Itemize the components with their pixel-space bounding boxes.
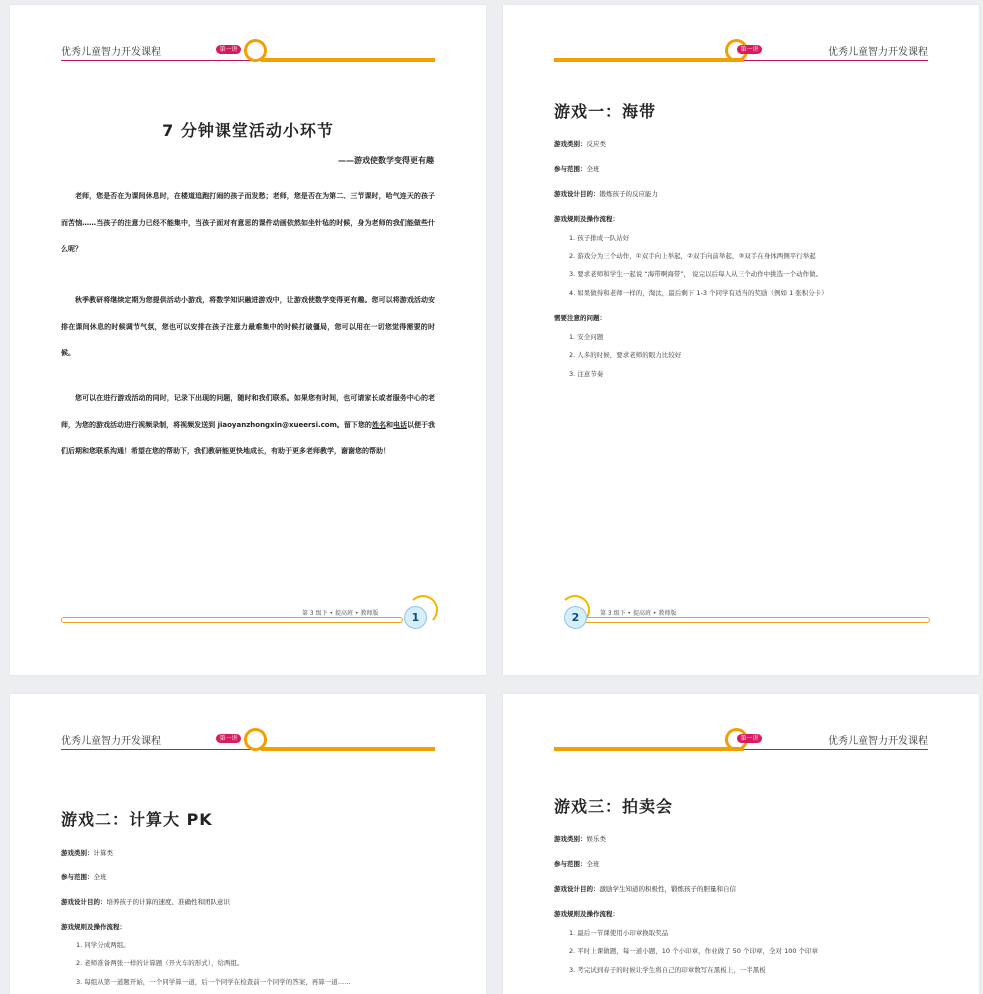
document-page-2 [503, 5, 979, 675]
field-value: 全班 [586, 860, 600, 868]
game-title: 游戏一：海带 [554, 102, 657, 121]
course-title: 优秀儿童智力开发课程 [828, 736, 928, 747]
field-label: 参与范围： [554, 165, 587, 173]
field-label: 游戏类别： [554, 140, 587, 148]
intro-paragraph-3 [61, 385, 435, 465]
course-title: 优秀儿童智力开发课程 [61, 736, 161, 747]
rules-heading [554, 214, 619, 223]
rules-heading [554, 909, 619, 918]
document-page-4 [503, 694, 979, 994]
field-label: 参与范围： [554, 860, 587, 868]
note-item: 1. 安全问题 [569, 333, 604, 341]
rule-item: 3. 考完试到春子的时候让学生将自己的印章数写在黑板上，一半黑板 [569, 966, 766, 974]
note-item: 3. 注意节奏 [569, 370, 604, 378]
header-orange-bar [554, 747, 744, 751]
page-title: 7 分钟课堂活动小环节 [162, 121, 334, 140]
rule-item: 1. 同学分成两组。 [76, 941, 130, 949]
paragraph-text: 以便于我们后期和您联系沟通！希望在您的帮助下，我们教研能更快地成长，有助于更多老师教学，谢谢您的帮助！ [61, 420, 436, 455]
footer-text: 第 3 级下 • 提高班 • 教师版 [600, 610, 677, 617]
game-title: 游戏二：计算大 PK [61, 810, 213, 829]
page-number: 2 [564, 606, 587, 629]
paragraph-text: 您可以在进行游戏活动的同时，记录下出现的问题，随时和我们联系。如果您有时间，也可请家长或者服务中心的老师，为您的游戏活动进行视频录制，将视频发送到 jiaoyanzhongxin@xueersi.com。留下您的 [61, 394, 435, 429]
game-purpose [554, 189, 658, 198]
course-title: 优秀儿童智力开发课程 [828, 47, 928, 58]
course-title: 优秀儿童智力开发课程 [61, 47, 161, 58]
rule-item: 1. 孩子排成一队站好 [569, 234, 630, 242]
field-label: 需要注意的问题： [554, 314, 606, 322]
phone-emphasis: 电话 [392, 420, 407, 429]
header-ring-icon [244, 39, 267, 62]
rule-item: 4. 如果做得和老师一样的，淘汰，最后剩下 1-3 个同学有适当的奖励（例如 1 张积分卡） [569, 289, 828, 297]
field-value: 全班 [586, 165, 600, 173]
footer-bar [61, 617, 403, 623]
rule-item: 3. 要求老师和学生一起说 “海带啊海带”， 说完以后每人从三个动作中挑选一个动作做。 [569, 270, 823, 278]
field-value: 计算类 [93, 849, 113, 857]
field-value: 培养孩子的计算的速度、准确性和团队意识 [106, 898, 230, 906]
field-label: 游戏规则及操作流程： [554, 910, 619, 918]
document-page-3 [10, 694, 486, 994]
rule-item: 2. 老师准备两张一样的计算题（开火车的形式），给两组。 [76, 959, 244, 967]
field-label: 游戏设计目的： [61, 898, 107, 906]
note-item: 2. 人多的时候，要求老师的眼力比较好 [569, 351, 682, 359]
document-page-1 [10, 5, 486, 675]
rule-item: 2. 平时上课做题，每一道小题，10 个小印章，作业做了 50 个印章，全对 100 个印章 [569, 947, 819, 955]
field-label: 参与范围： [61, 873, 94, 881]
field-value: 全班 [93, 873, 107, 881]
field-value: 激励学生知道的积极性，锻炼孩子的胆量和自信 [599, 885, 736, 893]
field-label: 游戏设计目的： [554, 885, 600, 893]
header-orange-bar [261, 747, 435, 751]
header-line [744, 60, 928, 61]
lecture-badge: 第一讲 [737, 734, 762, 743]
rule-item: 3. 每组从第一道题开始，一个同学算一道，后一个同学在检查前一个同学的答案，再算一道…… [76, 978, 351, 986]
header-line [744, 749, 928, 750]
game-scope [61, 872, 107, 881]
game-title: 游戏三：拍卖会 [554, 797, 674, 816]
game-scope [554, 859, 600, 868]
name-emphasis: 姓名 [371, 420, 386, 429]
rules-heading [61, 922, 126, 931]
game-category [554, 834, 606, 843]
footer-bar [583, 617, 930, 623]
field-value: 锻炼孩子的反应能力 [599, 190, 658, 198]
intro-paragraph-1: 老师，您是否在为课间休息时，在楼道追跑打闹的孩子而发愁；老师，您是否在为第二、三节课时，哈气连天的孩子而苦恼……当孩子的注意力已经不能集中，当孩子面对有意思的课件动画依然如坐针毡的时候，身为老师的我们能做些什么呢？ [61, 192, 435, 253]
header-line [61, 60, 261, 61]
page-subtitle: ——游戏使数学变得更有趣 [338, 156, 434, 165]
game-category [554, 139, 606, 148]
lecture-badge: 第一讲 [216, 45, 241, 54]
notes-heading [554, 313, 606, 322]
header-line [61, 749, 261, 750]
field-label: 游戏规则及操作流程： [554, 215, 619, 223]
lecture-badge: 第一讲 [737, 45, 762, 54]
header-orange-bar [554, 58, 744, 62]
header-orange-bar [261, 58, 435, 62]
game-scope [554, 164, 600, 173]
field-label: 游戏规则及操作流程： [61, 923, 126, 931]
header-ring-icon [244, 728, 267, 751]
game-purpose [554, 884, 736, 893]
footer-text: 第 3 级下 • 提高班 • 教师版 [302, 610, 379, 617]
rule-item: 1. 最后一节课使用小印章换取奖品 [569, 929, 669, 937]
lecture-badge: 第一讲 [216, 734, 241, 743]
field-label: 游戏类别： [61, 849, 94, 857]
game-category [61, 848, 113, 857]
intro-paragraph-2: 秋季教研将继续定期为您提供活动小游戏，将数学知识融进游戏中，让游戏使数学变得更有趣。您可以将游戏活动安排在课间休息的时候调节气氛，您也可以安排在孩子注意力最难集中的时候打破僵局，您可以用在一切您觉得需要的时候。 [61, 296, 435, 357]
field-label: 游戏设计目的： [554, 190, 600, 198]
page-number: 1 [404, 606, 427, 629]
field-value: 反应类 [586, 140, 606, 148]
rule-item: 2. 游戏分为三个动作，①双手向上举起，②双手向前举起，③双手在身体两侧平行举起 [569, 252, 816, 260]
game-purpose [61, 897, 230, 906]
field-label: 游戏类别： [554, 835, 587, 843]
field-value: 娱乐类 [586, 835, 606, 843]
paragraph-text: 和 [385, 420, 393, 429]
